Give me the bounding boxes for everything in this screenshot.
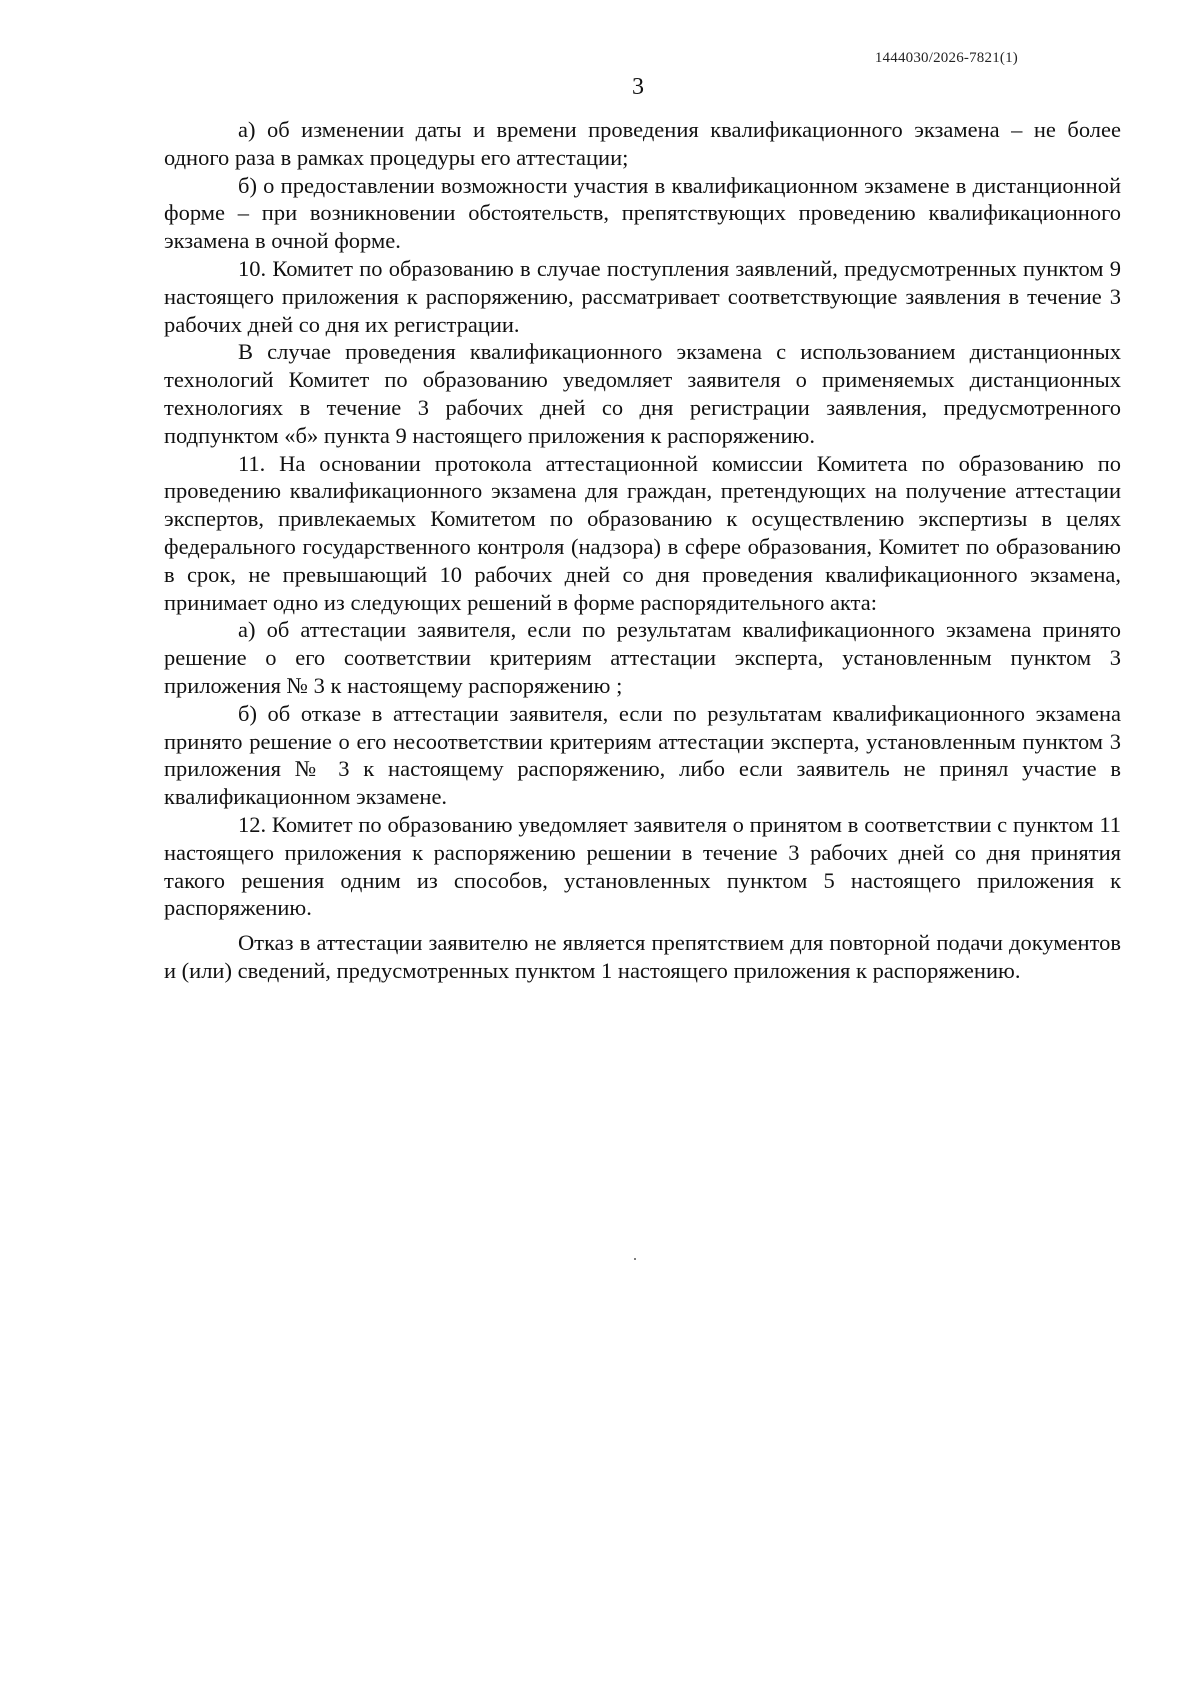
paragraph-12: 12. Комитет по образованию уведомляет заявителя о принятом в соответствии с пунктом 11 настоящего приложения к распоряжению решении в течение 3 рабочих дней со дня принятия такого решения одним из способов, установленных пунктом 5 настоящего приложения к распоряжению. bbox=[164, 811, 1121, 921]
paragraph-11a: а) об аттестации заявителя, если по результатам квалификационного экзамена принято решение о его соответствии критериям аттестации эксперта, установленным пунктом 3 приложения № 3 к настоящему распоряжению ; bbox=[164, 617, 1121, 698]
paragraph-10-remote: В случае проведения квалификационного экзамена с использованием дистанционных технологий Комитет по образованию уведомляет заявителя о применяемых дистанционных технологиях в течение 3 рабочих дней со дня регистрации заявления, предусмотренного подпунктом «б» пункта 9 настоящего приложения к распоряжению. bbox=[164, 339, 1121, 448]
document-id: 1444030/2026-7821(1) bbox=[874, 50, 1018, 66]
page-number: 3 bbox=[632, 74, 644, 100]
scan-speck bbox=[634, 1258, 636, 1260]
document-body bbox=[164, 116, 1121, 985]
paragraph-11b: б) об отказе в аттестации заявителя, если по результатам квалификационного экзамена принято решение о его несоответствии критериям аттестации эксперта, установленным пунктом 3 приложения № 3 к настоящему распоряжению, либо если заявитель не принял участие в квалификационном экзамене. bbox=[164, 700, 1121, 810]
paragraph-9b: б) о предоставлении возможности участия в квалификационном экзамене в дистанционной форме – при возникновении обстоятельств, препятствующих проведению квалификационного экзамена в очной форме. bbox=[164, 172, 1121, 254]
paragraph-10: 10. Комитет по образованию в случае поступления заявлений, предусмотренных пунктом 9 настоящего приложения к распоряжению, рассматривает соответствующие заявления в течение 3 рабочих дней со дня их регистрации. bbox=[164, 255, 1121, 337]
paragraph-11: 11. На основании протокола аттестационной комиссии Комитета по образованию по проведению квалификационного экзамена для граждан, претендующих на получение аттестации экспертов, привлекаемых Комитетом по образованию к осуществлению экспертизы в целях федерального государственного контроля (надзора) в сфере образования, Комитет по образованию в срок, не превышающий 10 рабочих дней со дня проведения квалификационного экзамена, принимает одно из следующих решений в форме распорядительного акта: bbox=[164, 450, 1121, 615]
paragraph-9a: а) об изменении даты и времени проведения квалификационного экзамена – не более одного раза в рамках процедуры его аттестации; bbox=[164, 117, 1121, 170]
paragraph-refusal: Отказ в аттестации заявителю не является препятствием для повторной подачи документов и (или) сведений, предусмотренных пунктом 1 настоящего приложения к распоряжению. bbox=[164, 930, 1121, 983]
